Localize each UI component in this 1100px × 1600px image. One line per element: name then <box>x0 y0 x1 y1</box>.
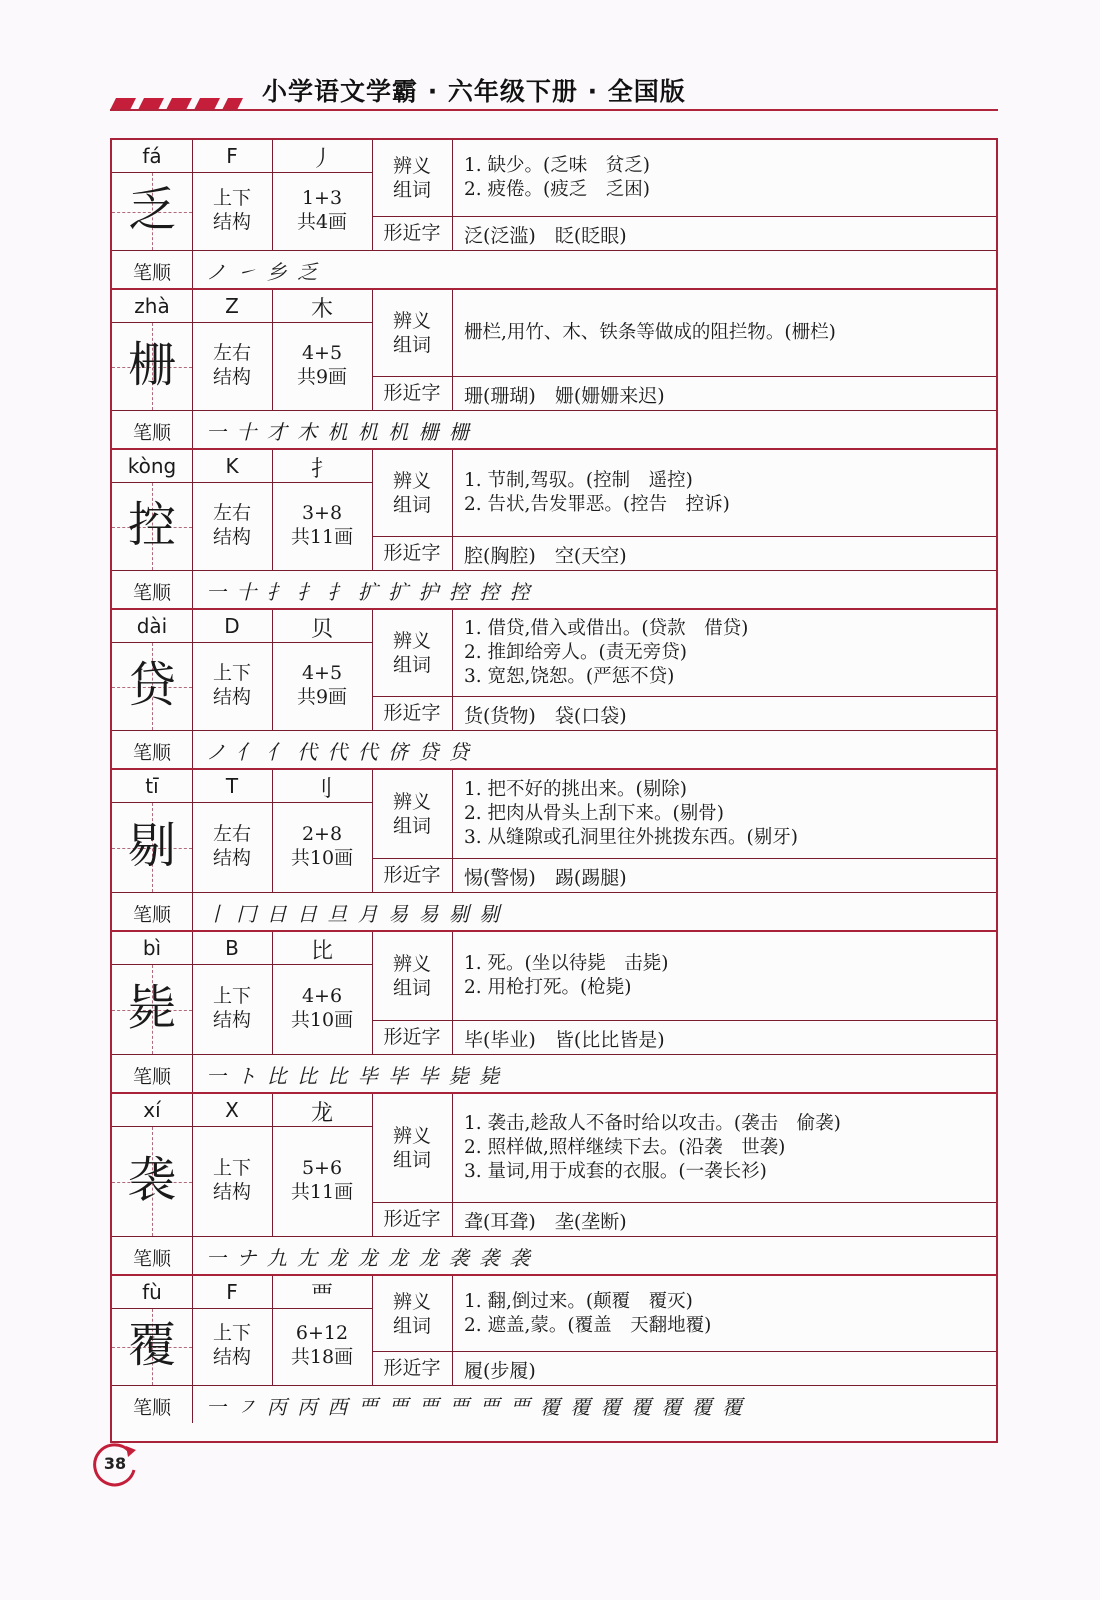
cell-border <box>372 858 996 859</box>
stroke-count: 2+8 <box>301 822 343 845</box>
similar-label: 形近字 <box>383 864 441 886</box>
hanzi-character: 控 <box>127 496 176 553</box>
stroke-count: 4+5 <box>301 341 343 364</box>
pinyin: xí <box>143 1098 161 1122</box>
stroke-order: 一 ト 比 比 比 毕 毕 毕 毙 毙 <box>206 1064 502 1088</box>
structure: 上下 <box>212 1156 251 1179</box>
structure: 左右 <box>212 341 251 364</box>
meaning-label: 组词 <box>392 654 431 676</box>
cell-border <box>372 376 996 377</box>
structure: 结构 <box>212 1180 251 1203</box>
meaning-line: 1. 缺少。(乏味 贫乏) <box>464 155 650 176</box>
page-header <box>0 72 1100 112</box>
radical: 木 <box>310 297 333 322</box>
cell-border <box>452 932 453 1054</box>
stroke-count: 共10画 <box>290 846 354 869</box>
meaning-line: 2. 遮盖,蒙。(覆盖 天翻地覆) <box>464 1314 712 1336</box>
stroke-order-label: 笔顺 <box>132 422 171 444</box>
cell-border <box>192 570 193 608</box>
stroke-order: ノ 亻 亻 代 代 代 侪 贷 贷 <box>206 740 471 764</box>
index-letter: K <box>225 454 239 478</box>
similar-label: 形近字 <box>383 382 441 404</box>
cell-border <box>452 290 453 410</box>
meaning-label: 辨义 <box>392 630 431 652</box>
pinyin: zhà <box>134 294 170 318</box>
stroke-order-label: 笔顺 <box>132 742 171 764</box>
meaning-label: 辨义 <box>392 1290 431 1313</box>
stroke-count: 共9画 <box>296 685 348 708</box>
cell-border <box>192 892 193 930</box>
meaning-line: 2. 照样做,照样继续下去。(沿袭 世袭) <box>464 1137 786 1158</box>
stroke-order: 一 十 扌 扌 扌 扩 扩 护 控 控 控 <box>206 580 532 604</box>
hanzi-character: 贷 <box>127 656 176 713</box>
meaning-label: 组词 <box>392 334 431 356</box>
cell-border <box>452 1276 453 1385</box>
page-number-badge <box>90 1440 140 1490</box>
stroke-count: 共11画 <box>290 525 354 548</box>
radical: 丿 <box>310 147 333 172</box>
cell-border <box>372 536 996 537</box>
character-entry <box>112 610 996 770</box>
structure: 结构 <box>212 846 251 869</box>
character-entry <box>112 450 996 610</box>
cell-border <box>112 570 996 571</box>
similar-characters: 惕(警惕) 踢(踢腿) <box>464 867 627 889</box>
similar-characters: 泛(泛滥) 眨(眨眼) <box>464 225 627 247</box>
hanzi-character: 覆 <box>127 1317 176 1373</box>
stroke-count: 共18画 <box>290 1346 354 1368</box>
hanzi-character: 栅 <box>127 336 176 393</box>
pinyin: kòng <box>127 454 177 478</box>
stroke-count: 5+6 <box>301 1156 343 1179</box>
stroke-order-label: 笔顺 <box>132 904 171 926</box>
structure: 结构 <box>212 1346 251 1368</box>
meaning-line: 2. 用枪打死。(枪毙) <box>464 977 632 998</box>
stroke-order-label: 笔顺 <box>132 582 171 604</box>
meaning-line: 1. 把不好的挑出来。(剔除) <box>464 779 687 800</box>
similar-label: 形近字 <box>383 1208 441 1230</box>
cell-border <box>372 1202 996 1203</box>
similar-characters: 聋(耳聋) 垄(垄断) <box>464 1211 627 1233</box>
hanzi-character: 毙 <box>127 979 176 1036</box>
similar-label: 形近字 <box>383 222 441 244</box>
meaning-label: 组词 <box>392 815 431 837</box>
pinyin: fù <box>142 1280 162 1304</box>
cell-border <box>452 770 453 892</box>
similar-label: 形近字 <box>383 1357 441 1379</box>
structure: 左右 <box>212 822 251 845</box>
radical: 龙 <box>310 1101 333 1126</box>
structure: 上下 <box>212 661 251 684</box>
stroke-count: 3+8 <box>301 501 343 524</box>
structure: 上下 <box>212 984 251 1007</box>
cell-border <box>112 1054 996 1055</box>
pinyin: bì <box>142 936 162 960</box>
page-number: 38 <box>103 1454 127 1473</box>
structure: 结构 <box>212 365 251 388</box>
structure: 结构 <box>212 210 251 233</box>
radical: 覀 <box>310 1283 333 1308</box>
index-letter: X <box>225 1098 239 1122</box>
radical: 贝 <box>310 617 333 642</box>
meaning-label: 辨义 <box>392 791 431 813</box>
similar-label: 形近字 <box>383 702 441 724</box>
cell-border <box>192 410 193 448</box>
similar-characters: 履(步履) <box>464 1360 536 1382</box>
stroke-count: 共9画 <box>296 365 348 388</box>
character-entry <box>112 1094 996 1276</box>
cell-border <box>452 1094 453 1236</box>
stroke-count: 4+6 <box>301 984 343 1007</box>
stroke-order: ノ ㇀ 乡 乏 <box>206 260 320 284</box>
meaning-label: 辨义 <box>392 155 431 177</box>
structure: 结构 <box>212 525 251 548</box>
cell-border <box>452 610 453 730</box>
index-letter: D <box>224 614 240 638</box>
character-entry <box>112 1276 996 1425</box>
meaning-line: 3. 从缝隙或孔洞里往外挑拨东西。(剔牙) <box>464 827 798 848</box>
radical: 比 <box>310 939 333 964</box>
cell-border <box>372 216 996 217</box>
pinyin: fá <box>142 144 162 168</box>
header-rule <box>110 109 998 111</box>
cell-border <box>112 730 996 731</box>
meaning-label: 辨义 <box>392 470 431 492</box>
stroke-order-label: 笔顺 <box>132 262 171 284</box>
meaning-label: 辨义 <box>392 953 431 975</box>
cell-border <box>112 1385 996 1386</box>
meaning-label: 组词 <box>392 494 431 516</box>
stroke-count: 4+5 <box>301 661 343 684</box>
similar-label: 形近字 <box>383 542 441 564</box>
index-letter: F <box>226 1280 238 1304</box>
similar-characters: 毕(毕业) 皆(比比皆是) <box>464 1029 665 1051</box>
meaning-label: 辨义 <box>392 310 431 332</box>
meaning-label: 辨义 <box>392 1125 431 1147</box>
similar-characters: 腔(胸腔) 空(天空) <box>464 545 627 567</box>
meaning-line: 1. 袭击,趁敌人不备时给以攻击。(袭击 偷袭) <box>464 1113 841 1134</box>
meaning-line: 2. 告状,告发罪恶。(控告 控诉) <box>464 494 730 515</box>
meaning-line: 1. 节制,驾驭。(控制 遥控) <box>464 470 693 491</box>
cell-border <box>112 250 996 251</box>
pinyin: tī <box>145 774 159 798</box>
cell-border <box>192 1385 193 1423</box>
cell-border <box>192 1054 193 1092</box>
stroke-count: 6+12 <box>295 1322 349 1344</box>
book-title: 小学语文学霸 · 六年级下册 · 全国版 <box>262 77 686 106</box>
pinyin: dài <box>136 614 168 638</box>
cell-border <box>192 730 193 768</box>
character-entry <box>112 140 996 290</box>
meaning-line: 栅栏,用竹、木、铁条等做成的阻拦物。(栅栏) <box>464 322 836 343</box>
meaning-label: 组词 <box>392 1314 431 1337</box>
cell-border <box>112 410 996 411</box>
meaning-line: 2. 推卸给旁人。(责无旁贷) <box>464 642 687 663</box>
character-entry <box>112 770 996 932</box>
structure: 结构 <box>212 685 251 708</box>
radical: 刂 <box>310 777 333 802</box>
index-letter: F <box>226 144 238 168</box>
character-table <box>110 138 998 1443</box>
stroke-count: 共4画 <box>296 210 348 233</box>
meaning-line: 2. 把肉从骨头上刮下来。(剔骨) <box>464 803 724 824</box>
meaning-label: 组词 <box>392 179 431 201</box>
structure: 左右 <box>212 501 251 524</box>
stroke-order: 一 ナ 九 尢 龙 龙 龙 龙 袭 袭 袭 <box>206 1246 532 1270</box>
index-letter: T <box>225 774 239 798</box>
cell-border <box>112 892 996 893</box>
stroke-order: 一 ㇇ 丙 丙 西 覀 覀 覀 覀 覀 覀 覆 覆 覆 覆 覆 覆 覆 <box>206 1395 745 1419</box>
stroke-order-label: 笔顺 <box>132 1248 171 1270</box>
index-letter: B <box>225 936 239 960</box>
cell-border <box>112 1236 996 1237</box>
stroke-order: 丨 冂 日 日 旦 月 易 易 剔 剔 <box>206 902 502 926</box>
cell-border <box>452 450 453 570</box>
similar-label: 形近字 <box>383 1026 441 1048</box>
cell-border <box>372 696 996 697</box>
structure: 结构 <box>212 1008 251 1031</box>
meaning-line: 3. 宽恕,饶恕。(严惩不贷) <box>464 666 675 687</box>
stroke-count: 共11画 <box>290 1180 354 1203</box>
meaning-line: 1. 借贷,借入或借出。(贷款 借贷) <box>464 618 749 639</box>
meaning-label: 组词 <box>392 977 431 999</box>
meaning-line: 2. 疲倦。(疲乏 乏困) <box>464 179 650 200</box>
character-entry <box>112 290 996 450</box>
hanzi-character: 袭 <box>127 1151 176 1208</box>
meaning-line: 1. 翻,倒过来。(颠覆 覆灭) <box>464 1290 693 1312</box>
meaning-line: 1. 死。(坐以待毙 击毙) <box>464 953 669 974</box>
stroke-count: 1+3 <box>301 186 343 209</box>
index-letter: Z <box>225 294 239 318</box>
similar-characters: 货(货物) 袋(口袋) <box>464 705 627 727</box>
cell-border <box>452 140 453 250</box>
radical: 扌 <box>310 457 333 482</box>
header-stripes-decoration <box>110 96 245 110</box>
cell-border <box>192 250 193 288</box>
meaning-line: 3. 量词,用于成套的衣服。(一袭长衫) <box>464 1161 767 1182</box>
meaning-label: 组词 <box>392 1149 431 1171</box>
cell-border <box>372 1351 996 1352</box>
stroke-order-label: 笔顺 <box>132 1066 171 1088</box>
stroke-order: 一 十 才 木 机 机 机 栅 栅 <box>206 420 471 444</box>
cell-border <box>372 1020 996 1021</box>
hanzi-character: 剔 <box>127 817 176 874</box>
structure: 上下 <box>212 1322 251 1344</box>
stroke-count: 共10画 <box>290 1008 354 1031</box>
cell-border <box>192 1236 193 1274</box>
similar-characters: 珊(珊瑚) 姗(姗姗来迟) <box>464 385 665 407</box>
character-entry <box>112 932 996 1094</box>
hanzi-character: 乏 <box>127 181 176 238</box>
stroke-order-label: 笔顺 <box>132 1397 171 1419</box>
structure: 上下 <box>212 186 251 209</box>
